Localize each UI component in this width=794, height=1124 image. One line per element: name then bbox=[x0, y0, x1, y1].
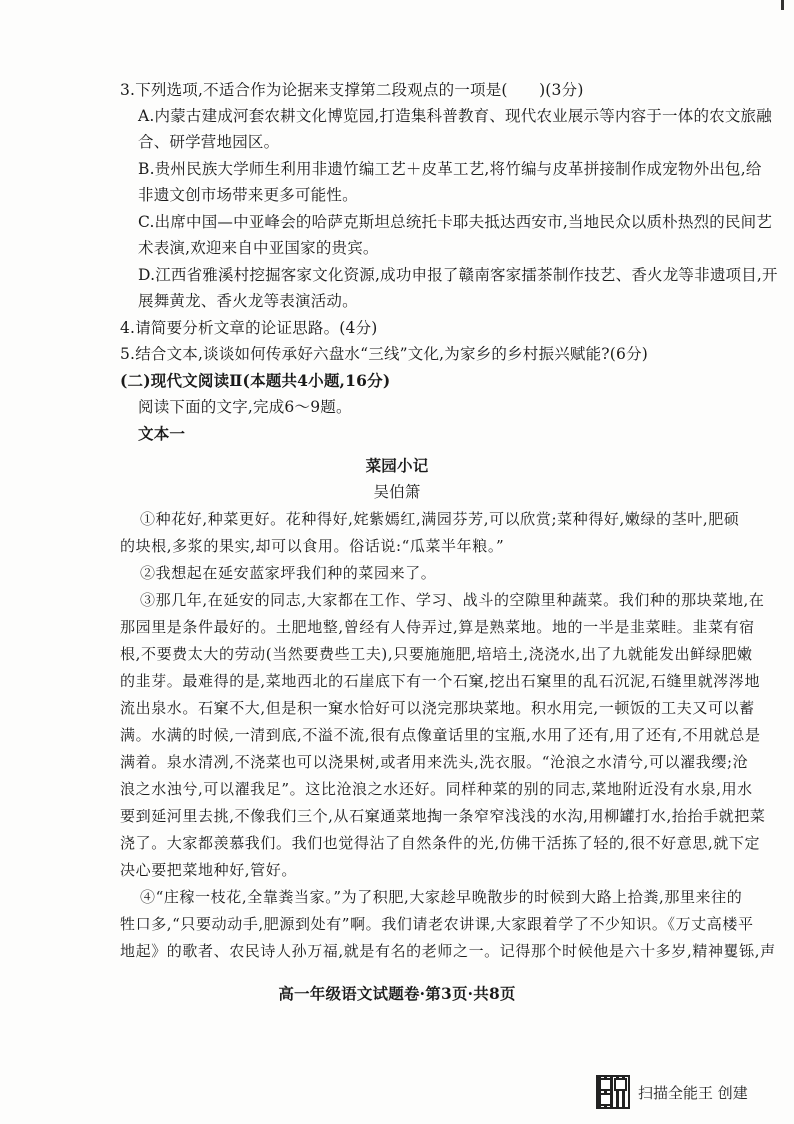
article-line: 的韭芽。最难得的是,菜地西北的石崖底下有一个石窠,挖出石窠里的乱石沉泥,石缝里就涔涔地 bbox=[120, 672, 761, 690]
article-title: 菜园小记 bbox=[365, 456, 429, 475]
q3-option-b-line2: 非遗文创市场带来更多可能性。 bbox=[138, 186, 358, 204]
article-line: 根,不要费太大的劳动(当然要费些工夫),只要施施肥,培培土,浇浇水,出了九就能发出鲜绿肥嫩 bbox=[120, 645, 753, 663]
article-line: 地起》的歌者、农民诗人孙万福,就是有名的老师之一。记得那个时候他是六十多岁,精神矍铄,声 bbox=[120, 942, 776, 960]
q3-stem: 3.下列选项,不适合作为论据来支撑第二段观点的一项是( )(3分) bbox=[120, 81, 584, 99]
article-line: 牲口多,“只要动动手,肥源到处有”啊。我们请老农讲课,大家跟着学了不少知识。《万丈高楼平 bbox=[120, 915, 754, 933]
article-author: 吴伯箫 bbox=[373, 483, 421, 501]
qr-code-icon bbox=[596, 1075, 630, 1109]
q4-text: 4.请简要分析文章的论证思路。(4分) bbox=[120, 319, 378, 337]
article-line: 浇了。大家都羡慕我们。我们也觉得沾了自然条件的光,仿佛干活拣了轻的,很不好意思,就下定 bbox=[120, 834, 761, 852]
article-line: ②我想起在延安蓝家坪我们种的菜园来了。 bbox=[140, 564, 437, 582]
corner-mark bbox=[781, 0, 784, 10]
q3-option-d-line2: 展舞黄龙、香火龙等表演活动。 bbox=[138, 292, 358, 310]
section2-instruction: 阅读下面的文字,完成6～9题。 bbox=[138, 398, 352, 416]
q5-text: 5.结合文本,谈谈如何传承好六盘水“三线”文化,为家乡的乡村振兴赋能?(6分) bbox=[120, 345, 649, 363]
article-line: 那园里是条件最好的。土肥地整,曾经有人侍弄过,算是熟菜地。地的一半是韭菜畦。韭菜有宿 bbox=[120, 618, 755, 636]
article-line: ④“庄稼一枝花,全靠粪当家。”为了积肥,大家趁早晚散步的时候到大路上拾粪,那里来往的 bbox=[140, 888, 743, 906]
article-line: 决心要把菜地种好,管好。 bbox=[120, 861, 297, 879]
q3-option-d-line1: D.江西省雅溪村挖掘客家文化资源,成功申报了赣南客家擂茶制作技艺、香火龙等非遗项目,开 bbox=[138, 266, 778, 284]
article-line: ③那几年,在延安的同志,大家都在工作、学习、战斗的空隙里种蔬菜。我们种的那块菜地,在 bbox=[140, 591, 765, 609]
article-line: ①种花好,种菜更好。花种得好,姹紫嫣红,满园芬芳,可以欣赏;菜种得好,嫩绿的茎叶,肥硕 bbox=[140, 510, 740, 528]
article-line: 流出泉水。石窠不大,但是积一窠水恰好可以浇完那块菜地。积水用完,一顿饭的工夫又可以蓄 bbox=[120, 699, 755, 717]
scanner-watermark: 扫描全能王 创建 bbox=[638, 1084, 748, 1102]
article-line: 的块根,多浆的果实,却可以食用。俗话说:“瓜菜半年粮。” bbox=[120, 537, 505, 555]
section2-heading: (二)现代文阅读Ⅱ(本题共4小题,16分) bbox=[120, 371, 391, 390]
q3-option-b-line1: B.贵州民族大学师生利用非遗竹编工艺＋皮革工艺,将竹编与皮革拼接制作成宠物外出包,给 bbox=[138, 160, 762, 178]
article-line: 满。水满的时候,一清到底,不溢不流,很有点像童话里的宝瓶,水用了还有,用了还有,不用就总是 bbox=[120, 726, 761, 744]
article-line: 满着。泉水清冽,不浇菜也可以浇果树,或者用来洗头,洗衣服。“沧浪之水清兮,可以濯我缨;沧 bbox=[120, 753, 749, 771]
q3-option-c-line2: 术表演,欢迎来自中亚国家的贵宾。 bbox=[138, 239, 379, 257]
q3-option-a-line2: 合、研学营地园区。 bbox=[138, 133, 280, 151]
article-line: 浪之水浊兮,可以濯我足”。这比沧浪之水还好。同样种菜的别的同志,菜地附近没有水泉,用水 bbox=[120, 780, 753, 798]
q3-option-a-line1: A.内蒙古建成河套农耕文化博览园,打造集科普教育、现代农业展示等内容于一体的农文旅融 bbox=[138, 107, 772, 125]
page-footer: 高一年级语文试题卷·第3页·共8页 bbox=[278, 984, 516, 1003]
q3-option-c-line1: C.出席中国—中亚峰会的哈萨克斯坦总统托卡耶夫抵达西安市,当地民众以质朴热烈的民间艺 bbox=[138, 213, 773, 231]
article-line: 要到延河里去挑,不像我们三个,从石窠通菜地掏一条窄窄浅浅的水沟,用柳罐打水,抬抬手就把菜 bbox=[120, 807, 766, 825]
text-one-label: 文本一 bbox=[138, 424, 186, 443]
